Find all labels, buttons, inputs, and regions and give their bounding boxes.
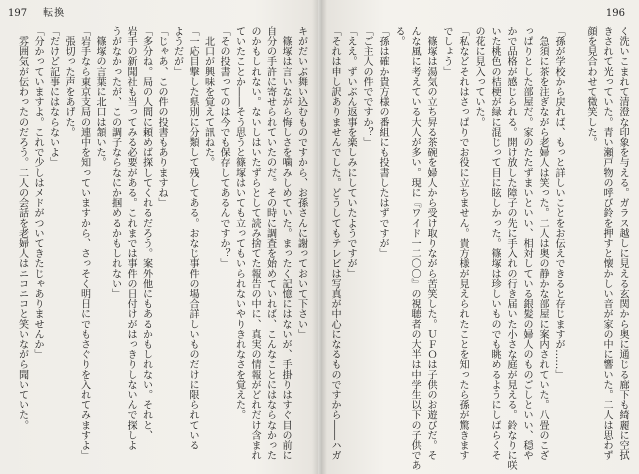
text-column: 「ええ。ずいぶん返事を楽しみにしていたようですが」 xyxy=(345,26,356,279)
text-column: ようだが」 xyxy=(171,26,183,77)
text-column: 「それは申し訳ありませんでした。どうしてもテレビは写真が中心になるものですから――ハガ xyxy=(329,26,340,461)
text-column: 「じゃあ、この件の投書もありますね」 xyxy=(156,26,167,208)
text-column: 「岩手なら東京支局の連中を知っていますから、さっそく明日にでもさぐりを入れてみますよ」 xyxy=(78,26,90,461)
text-column: 「私などそれはさっぱりでお役に立ちません。貴方様が見えられたことを知ったら孫が驚きます xyxy=(457,26,468,461)
text-column: うがなかったが、この調子ならなにか掴めるかもしれない」 xyxy=(109,26,121,299)
text-column: 「孫が学校から戻れば、もっと詳しいことをお伝えできると存じますが……」 xyxy=(553,26,564,380)
right-page xyxy=(321,0,639,474)
text-column: 急須に茶を注ぎながら老婦人は笑った。二人は奥の静かな部屋に案内されていた。八畳のこざ xyxy=(537,26,548,461)
page-number: 197 xyxy=(8,8,28,19)
text-column xyxy=(566,26,582,472)
text-column: 張切った声をあげた。 xyxy=(63,26,74,138)
text-column: 岩手の新聞社も当ってみる必要がある。これまでは事件の日付けがはっきりしないんで探しよ xyxy=(125,26,136,451)
text-column: かで品格が感じられる。開け放した障子の先に手入れの行き届いた小さな庭が見える。鈴なりに咲 xyxy=(505,26,516,471)
text-column: いた桃色の桔梗が緑に混じって目に眩しかった。篠塚は珍しいものでも眺めるようにしばらくそ xyxy=(489,26,500,461)
text-column: 篠塚の言葉に北口は頷いた。 xyxy=(94,26,105,168)
text-column: 「その投書ってのは今でも保存してあるんですか？」 xyxy=(218,26,229,269)
right-page-text xyxy=(326,26,630,472)
text-column: 北口が興味を覚えて訊ねた。 xyxy=(202,26,214,168)
text-column: 「一応目撃した県別に分類して残してある。おなじ事件の場合詳しいものだけに限られている xyxy=(187,26,198,451)
text-column: る。 xyxy=(393,26,404,47)
text-column: 「だけど記事にはならないよ」 xyxy=(47,26,59,168)
page-header-left xyxy=(8,8,65,20)
text-column: 篠塚は湯気の立ち昇る茶碗を婦人から受け取りながら苦笑した。ＵＦＯは子供のお遊びだ。そ xyxy=(425,26,436,461)
page-header-right xyxy=(606,8,625,20)
text-column: 自分の手許に寄せられていたのだ。その時に調査を始めていれば、こんなことにはならなかった xyxy=(264,26,276,461)
text-column: ていたことか――そう思うと篠塚はいても立ってもいられないやりきれなさを覚えた。 xyxy=(233,26,245,420)
text-column: きされて光っていた。青い瀬戸物の呼び鈴を押すと懐かしい音が家の中に響いた。二人は思わず xyxy=(601,26,612,461)
text-column: 篠塚は言いながら悔しさを噛みしめていた。まったく記憶にはないが、手掛りはすぐ目の前に xyxy=(280,26,291,461)
text-column: のかもしれない。ないしはいたずらとして読み捨てた報告の中に、真実の情報がどれだけ含まれ xyxy=(249,26,260,461)
text-column: 「孫は確か貴方様の番組にも投書したはずですが」 xyxy=(377,26,388,259)
left-page xyxy=(0,0,318,474)
text-column: キがだいぶ舞い込むものですから、お孫さんに謝っておいて下さい」 xyxy=(295,26,307,340)
left-page-text xyxy=(14,26,309,472)
text-column: く洗いこまれて清澄な印象を与える。ガラス越しに見える玄関から奥に通じる廊下も綺麗に空拭 xyxy=(617,26,628,461)
book-gutter xyxy=(312,0,327,474)
text-column: 雰囲気が伝わったのだろう。二人の会話を老婦人はニコニコと笑いながら聞いていた。 xyxy=(16,26,28,430)
page-number: 196 xyxy=(605,8,625,19)
text-column: 「多分ね。局の人間に頼めば探してくれるだろう。案外他にもあるかもしれない。それと、 xyxy=(140,26,152,441)
text-column: 顔を見合わせて微笑した。 xyxy=(585,26,596,148)
text-column: んな風に考えている大人が多い。現に『ワイド一二〇〇』の視聴者の大半は中学生以下の子供であ xyxy=(409,26,420,471)
text-column: 「ご主人の件でですか？」 xyxy=(361,26,372,148)
text-column: でしょう」 xyxy=(441,26,452,77)
text-column: の花に見入っていた。 xyxy=(473,26,484,127)
text-column: 「分かっていますよ。これで少しはメドがついてきたじゃありませんか」 xyxy=(32,26,43,360)
running-title: 転換 xyxy=(43,8,66,19)
text-column: っぱりとした部屋だ。家のたたずまいといい、相対している銀髪の婦人のものごしといい、穏や xyxy=(521,26,532,461)
